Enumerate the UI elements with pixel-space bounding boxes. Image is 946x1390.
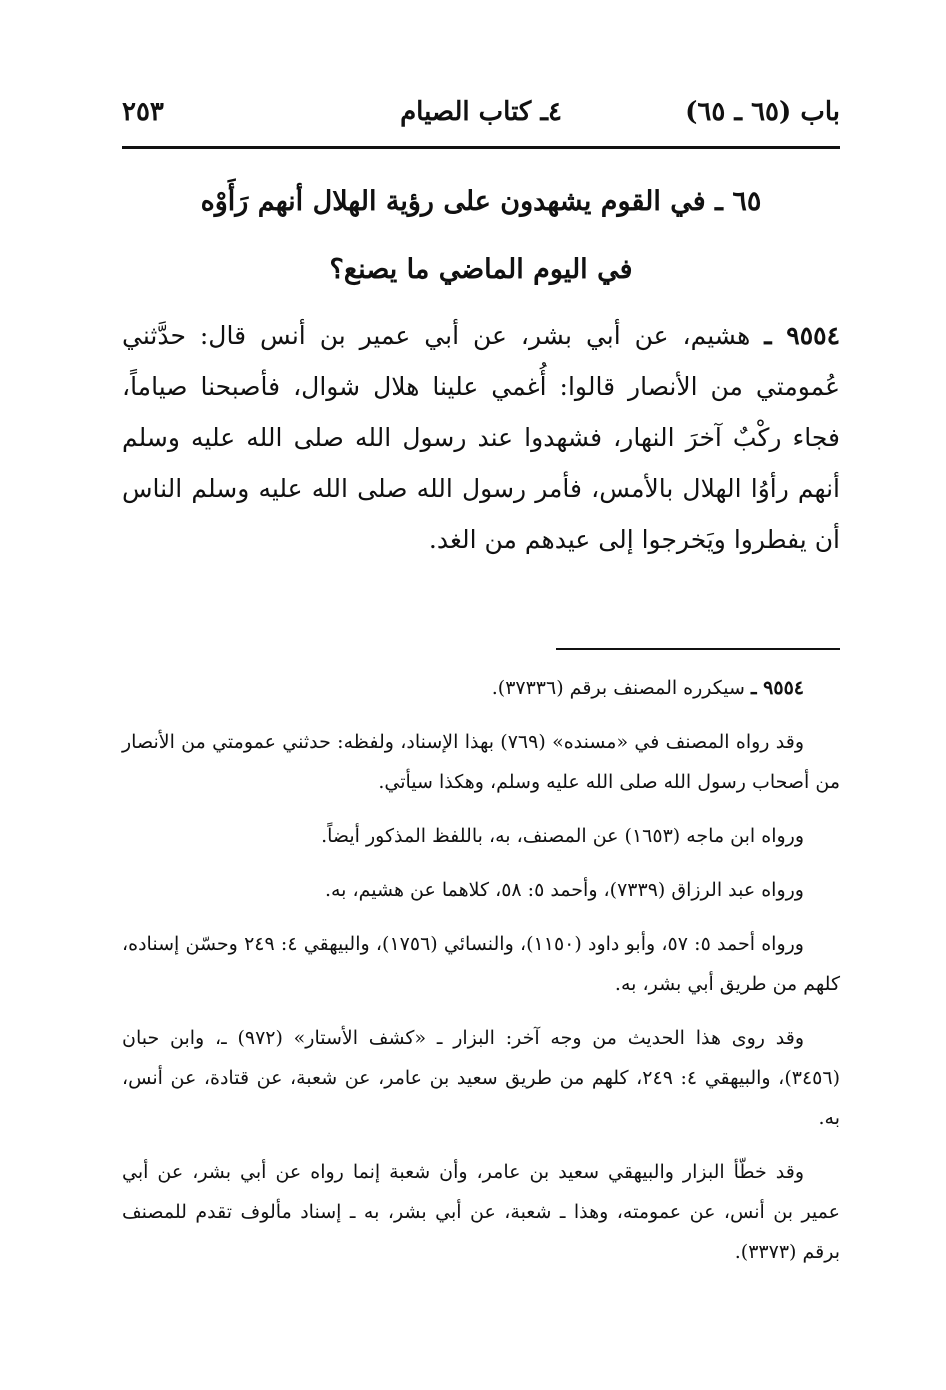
footnote-paragraph-5: وقد روى هذا الحديث من وجه آخر: البزار ـ «كشف الأستار» (٩٧٢) ـ، وابن حبان (٣٤٥٦)، والبيهقي ٤: ٢٤٩، كلهم من طريق سعيد بن عامر، عن شعبة، عن قتادة، عن أنس، به. — [122, 1027, 840, 1129]
running-header — [122, 92, 840, 132]
header-book-title: ٤ـ كتاب الصيام — [400, 97, 562, 127]
footnote-reference — [122, 668, 840, 708]
chapter-title-line-2: في اليوم الماضي ما يصنع؟ — [329, 254, 633, 285]
page-number: ٢٥٣ — [122, 97, 164, 127]
chapter-title-line-1: ٦٥ ـ في القوم يشهدون على رؤية الهلال أنهم رَأَوْه — [200, 186, 762, 217]
footnote-paragraph-2: ورواه ابن ماجه (١٦٥٣) عن المصنف، به، باللفظ المذكور أيضاً. — [321, 825, 804, 847]
footnote-paragraph-3: ورواه عبد الرزاق (٧٣٣٩)، وأحمد ٥: ٥٨، كلاهما عن هشيم، به. — [324, 879, 804, 901]
footnote-divider — [556, 648, 840, 650]
hadith-number: ٩٥٥٤ ـ — [764, 321, 841, 350]
chapter-title — [122, 168, 840, 304]
footnote-number: ٩٥٥٤ ـ — [750, 677, 804, 699]
footnote-reference-text: سيكرره المصنف برقم (٣٧٣٣٦). — [491, 677, 751, 699]
footnotes — [122, 668, 840, 1286]
footnote-paragraph-6: وقد خطّأ البزار والبيهقي سعيد بن عامر، وأن شعبة إنما رواه عن أبي بشر، عن أبي عمير بن أنس، عن عمومته، وهذا ـ شعبة، عن أبي بشر، به ـ إسناد مألوف تقدم للمصنف برقم (٣٣٧٣). — [122, 1161, 840, 1263]
hadith-body: هشيم، عن أبي بشر، عن أبي عمير بن أنس قال: حدَّثني عُمومتي من الأنصار قالوا: أُغمي علينا هلال شوال، فأصبحنا صياماً، فجاء ركْبٌ آخرَ النهار، فشهدوا عند رسول الله صلى الله عليه وسلم أنهم رأوُا الهلال بالأمس، فأمر رسول الله صلى الله عليه وسلم الناس أن يفطروا ويَخرجوا إلى عيدهم من الغد. — [122, 321, 840, 554]
hadith-text — [122, 310, 840, 565]
footnote-paragraph-1: وقد رواه المصنف في «مسنده» (٧٦٩) بهذا الإسناد، ولفظه: حدثني عمومتي من الأنصار من أصحاب رسول الله صلى الله عليه وسلم، وهكذا سيأتي. — [122, 731, 840, 793]
footnote-paragraph-4: ورواه أحمد ٥: ٥٧، وأبو داود (١١٥٠)، والنسائي (١٧٥٦)، والبيهقي ٤: ٢٤٩ وحسّن إسناده، كلهم من طريق أبي بشر، به. — [122, 933, 840, 995]
header-chapter-range: باب (٦٥ ـ ٦٥) — [685, 97, 840, 127]
header-divider — [122, 146, 840, 149]
